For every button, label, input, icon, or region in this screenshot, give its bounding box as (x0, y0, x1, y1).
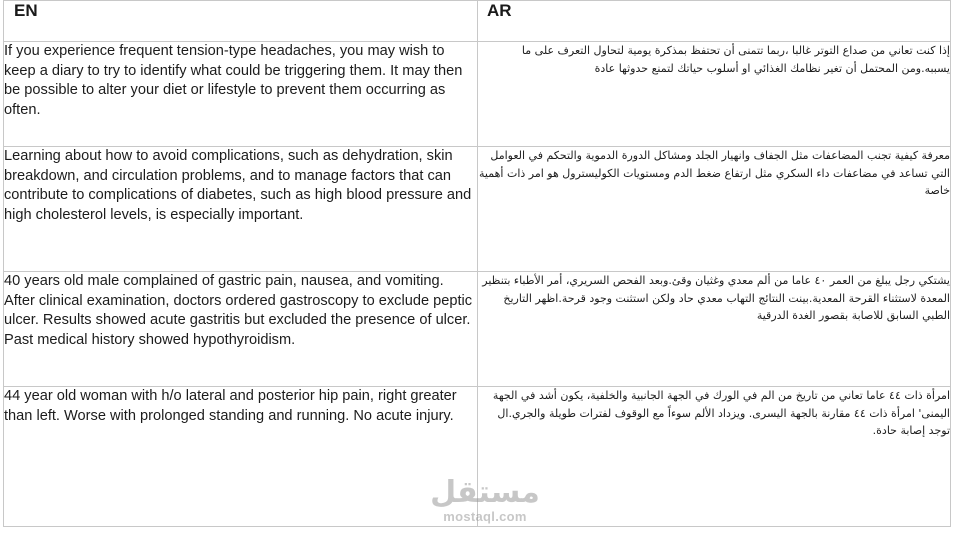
cell-en-1: If you experience frequent tension-type headaches, you may wish to keep a diary to try to identify what could be triggering them. It may then be possible to alter your diet or lifestyle to prevent them occurring as often. (4, 42, 478, 147)
table-row (4, 147, 951, 272)
header-en-label: EN (14, 1, 38, 20)
cell-ar-2: معرفة كيفية تجنب المضاعفات مثل الجفاف وانهيار الجلد ومشاكل الدورة الدموية والتحكم في العوامل التي تساعد في مضاعفات داء السكري مثل ارتفاع ضغط الدم ومستويات الكوليسترول هو امر ذات أهمية خاصة (478, 147, 951, 272)
table-row (4, 387, 951, 527)
table-row (4, 42, 951, 147)
header-ar-label: AR (487, 1, 512, 20)
cell-en-4: 44 year old woman with h/o lateral and posterior hip pain, right greater than left. Worse with prolonged standing and running. No acute injury. (4, 387, 478, 527)
translation-sheet (3, 0, 950, 525)
translation-table (3, 0, 951, 527)
header-ar (478, 1, 951, 42)
watermark-logo-text: مستقل (430, 475, 540, 510)
header-en (4, 1, 478, 42)
header-row (4, 1, 951, 42)
watermark-url: mostaql.com (443, 509, 527, 524)
cell-ar-1: إذا كنت تعاني من صداع التوتر غالبا ،ربما تتمنى أن تحتفظ بمذكرة يومية لتحاول التعرف على ما يسببه.ومن المحتمل أن تغير نظامك الغذائي او أسلوب حياتك لتمنع حدوثها عادة (478, 42, 951, 147)
cell-en-3: 40 years old male complained of gastric pain, nausea, and vomiting. After clinical examination, doctors ordered gastroscopy to exclude peptic ulcer. Results showed acute gastritis but excluded the presence of ulcer. Past medical history showed hypothyroidism. (4, 272, 478, 387)
cell-ar-3: يشتكي رجل يبلغ من العمر ٤٠ عاما من ألم معدي وغثيان وقئ.وبعد الفحص السريري، أمر الأطباء بتنظير المعدة لاستثناء القرحة المعدية.بينت النتائج التهاب معدي حاد ولكن استثنت وجود قرحة.اظهر التاريخ الطبي السابق للاصابة بقصور الغدة الدرقية (478, 272, 951, 387)
cell-ar-4: امرأة ذات ٤٤ عاما تعاني من تاريخ من الم في الورك في الجهة الجانبية والخلفية، يكون أشد في الجهة اليمنى' امرأة ذات ٤٤ مقارنة بالجهة اليسرى. ويزداد الألم سوءاً مع الوقوف لفترات طويلة والجري.ال توجد إصابة حادة. (478, 387, 951, 527)
cell-en-2: Learning about how to avoid complications, such as dehydration, skin breakdown, and circulation problems, and to manage factors that can contribute to complications of diabetes, such as high blood pressure and high cholesterol levels, is especially important. (4, 147, 478, 272)
table-row (4, 272, 951, 387)
